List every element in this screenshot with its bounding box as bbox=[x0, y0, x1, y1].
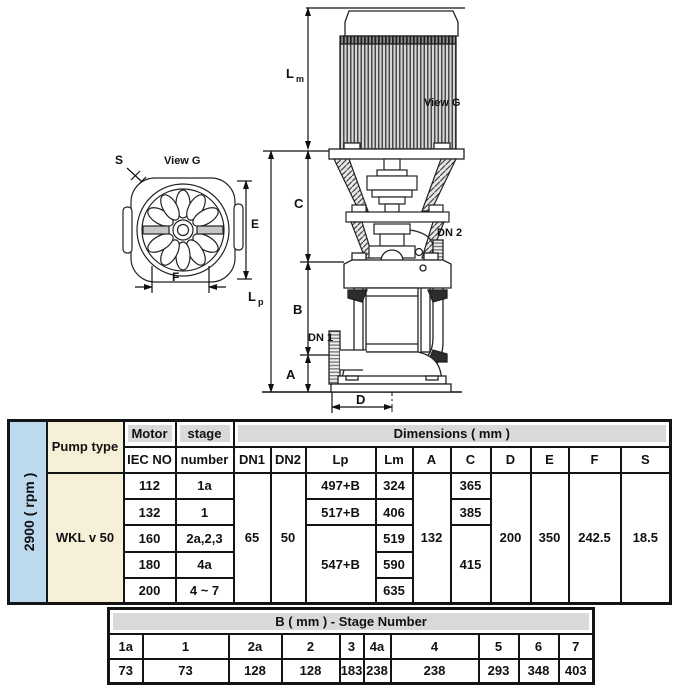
stage-label-cell: 4 bbox=[391, 634, 479, 659]
c-cell: 365 bbox=[451, 473, 491, 500]
col-header-e: E bbox=[531, 447, 569, 473]
dim-label-lp: L bbox=[248, 289, 256, 304]
stage-header: stage bbox=[176, 421, 234, 447]
table-row bbox=[109, 659, 594, 684]
dim-label-lm-sub: m bbox=[296, 74, 305, 84]
f-cell: 242.5 bbox=[569, 473, 621, 604]
dn2-label: DN 2 bbox=[437, 227, 463, 239]
motor-flange bbox=[329, 149, 464, 159]
dim-label-f: F bbox=[172, 270, 180, 284]
base-plate bbox=[331, 384, 451, 392]
b-stage-table bbox=[107, 607, 595, 685]
col-header-a: A bbox=[413, 447, 451, 473]
stage-cell: 1a bbox=[176, 473, 234, 500]
dimensions-table bbox=[7, 419, 672, 605]
rpm-cell bbox=[9, 421, 47, 604]
stage-label-cell: 4a bbox=[364, 634, 391, 659]
col-header-dn1: DN1 bbox=[234, 447, 271, 473]
c-cell: 415 bbox=[451, 525, 491, 604]
dim-label-b: B bbox=[293, 302, 303, 317]
b-value-cell: 128 bbox=[229, 659, 282, 684]
b-value-cell: 238 bbox=[364, 659, 391, 684]
c-cell: 385 bbox=[451, 499, 491, 525]
fin-band bbox=[340, 36, 456, 44]
dim-label-s: S bbox=[115, 153, 124, 167]
col-header-f: F bbox=[569, 447, 621, 473]
motor-cell: 112 bbox=[124, 473, 176, 500]
col-header-c: C bbox=[451, 447, 491, 473]
view-g-title: View G bbox=[164, 155, 201, 167]
pump-type-value: WKL v 50 bbox=[47, 473, 124, 604]
table-row bbox=[109, 634, 594, 659]
stage-label-cell: 6 bbox=[519, 634, 559, 659]
dim-label-c: C bbox=[294, 196, 304, 211]
motor-cell: 180 bbox=[124, 552, 176, 578]
col-header-lm: Lm bbox=[376, 447, 413, 473]
stage-label-cell: 2a bbox=[229, 634, 282, 659]
b-value-cell: 238 bbox=[391, 659, 479, 684]
view-g-detail bbox=[123, 168, 252, 293]
lm-cell: 519 bbox=[376, 525, 413, 552]
lm-cell: 406 bbox=[376, 499, 413, 525]
motor-header: Motor bbox=[124, 421, 176, 447]
mid-flange bbox=[346, 212, 449, 222]
discharge-head bbox=[344, 260, 451, 288]
lp-cell: 497+B bbox=[306, 473, 376, 500]
dim-label-lp-sub: p bbox=[258, 297, 264, 307]
stage-label-cell: 5 bbox=[479, 634, 519, 659]
stage-label-cell: 3 bbox=[340, 634, 364, 659]
stage-cell: 2a,2,3 bbox=[176, 525, 234, 552]
stage-label-cell: 1a bbox=[109, 634, 143, 659]
view-g-callout: View G bbox=[424, 97, 461, 109]
col-header-dn2: DN2 bbox=[271, 447, 306, 473]
stage-casing bbox=[366, 288, 418, 352]
dim-label-a: A bbox=[286, 367, 296, 382]
motor bbox=[329, 11, 464, 159]
rpm-label: 2900 ( rpm ) bbox=[21, 472, 37, 552]
dimensions-header: Dimensions ( mm ) bbox=[234, 421, 671, 447]
lm-cell: 590 bbox=[376, 552, 413, 578]
motor-subheader: IEC NO bbox=[124, 447, 176, 473]
lp-cell: 517+B bbox=[306, 499, 376, 525]
dn2-cell: 50 bbox=[271, 473, 306, 604]
stage-subheader: number bbox=[176, 447, 234, 473]
b-value-cell: 73 bbox=[109, 659, 143, 684]
stage-label-cell: 7 bbox=[559, 634, 594, 659]
s-cell: 18.5 bbox=[621, 473, 671, 604]
stage-label-cell: 1 bbox=[143, 634, 229, 659]
fan-cover bbox=[345, 11, 458, 36]
dn1-cell: 65 bbox=[234, 473, 271, 604]
stage-cell: 4a bbox=[176, 552, 234, 578]
dim-label-lm: L bbox=[286, 66, 294, 81]
d-cell: 200 bbox=[491, 473, 531, 604]
lm-cell: 324 bbox=[376, 473, 413, 500]
pump-type-header: Pump type bbox=[47, 421, 124, 473]
stage-label-cell: 2 bbox=[282, 634, 340, 659]
col-header-d: D bbox=[491, 447, 531, 473]
motor-cell: 160 bbox=[124, 525, 176, 552]
col-header-lp: Lp bbox=[306, 447, 376, 473]
stage-cell: 4 ~ 7 bbox=[176, 578, 234, 604]
e-cell: 350 bbox=[531, 473, 569, 604]
lp-cell: 547+B bbox=[306, 525, 376, 604]
col-header-s: S bbox=[621, 447, 671, 473]
a-cell: 132 bbox=[413, 473, 451, 604]
b-table-title: B ( mm ) - Stage Number bbox=[109, 609, 594, 634]
b-value-cell: 128 bbox=[282, 659, 340, 684]
table-row bbox=[9, 473, 671, 500]
b-value-cell: 403 bbox=[559, 659, 594, 684]
b-value-cell: 73 bbox=[143, 659, 229, 684]
b-value-cell: 348 bbox=[519, 659, 559, 684]
coupling bbox=[367, 176, 417, 190]
lm-cell: 635 bbox=[376, 578, 413, 604]
pump-body bbox=[329, 240, 451, 392]
motor-cell: 132 bbox=[124, 499, 176, 525]
stage-cell: 1 bbox=[176, 499, 234, 525]
motor-cell: 200 bbox=[124, 578, 176, 604]
dim-label-e: E bbox=[251, 217, 260, 231]
dn1-label: DN 1 bbox=[308, 332, 334, 344]
b-value-cell: 183 bbox=[340, 659, 364, 684]
b-value-cell: 293 bbox=[479, 659, 519, 684]
dim-label-d: D bbox=[356, 392, 366, 407]
